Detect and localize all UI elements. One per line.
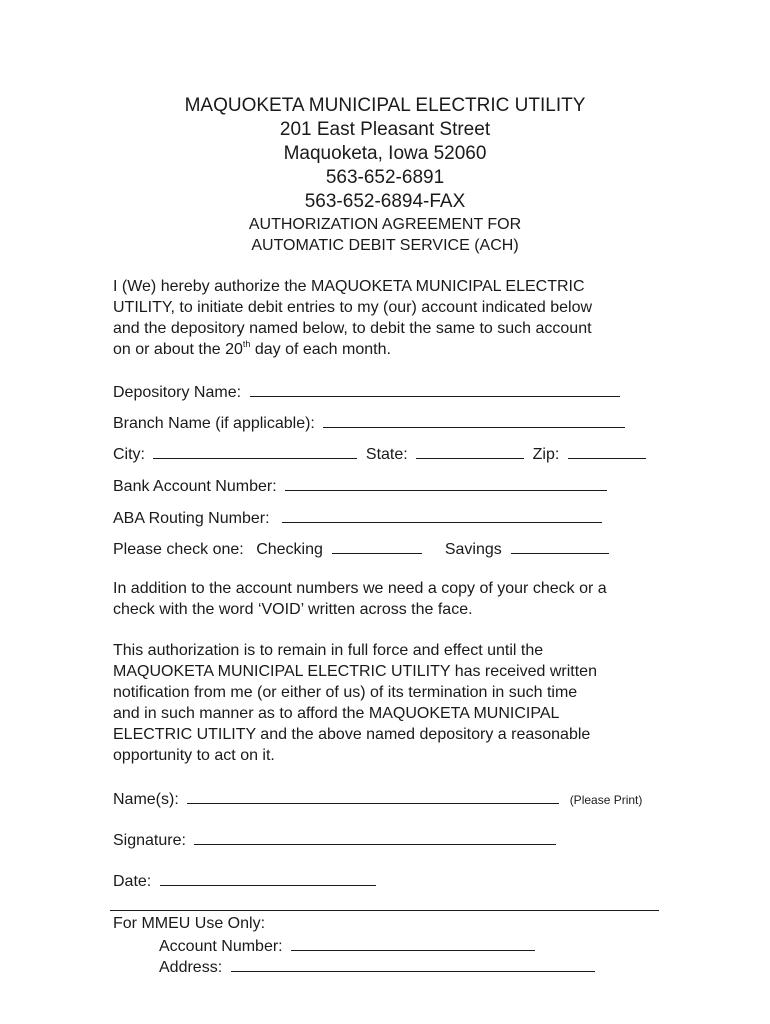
form-header [0, 93, 770, 256]
intro-line: I (We) hereby authorize the MAQUOKETA MUNICIPAL ELECTRIC [113, 278, 585, 295]
office-address-field[interactable] [231, 955, 595, 972]
terms-line: This authorization is to remain in full force and effect until the [113, 642, 544, 659]
city-field[interactable] [153, 442, 357, 459]
names-label: Name(s): [113, 791, 179, 808]
state-label: State: [365, 446, 408, 463]
branch-name-row [113, 411, 625, 434]
office-account-field[interactable] [291, 934, 535, 951]
names-row [113, 787, 642, 810]
aba-routing-field[interactable] [282, 506, 602, 523]
terms-line: and in such manner as to afford the MAQUOKETA MUNICIPAL [113, 705, 560, 722]
date-field[interactable] [160, 869, 376, 886]
office-account-row [159, 934, 535, 957]
terms-line: MAQUOKETA MUNICIPAL ELECTRIC UTILITY has received written [113, 663, 597, 680]
office-address-label: Address: [159, 959, 223, 976]
office-use-title: For MMEU Use Only: [113, 915, 266, 932]
signature-label: Signature: [113, 832, 186, 849]
zip-label: Zip: [532, 446, 560, 463]
intro-line-text: on or about the 20 [113, 341, 243, 358]
depository-name-row [113, 380, 620, 403]
state-field[interactable] [416, 442, 524, 459]
intro-line [113, 339, 673, 360]
city-state-zip: Maquoketa, Iowa 52060 [283, 143, 487, 164]
ordinal-suffix: th [242, 339, 251, 349]
aba-routing-label: ABA Routing Number: [113, 510, 270, 527]
names-field[interactable] [187, 787, 559, 804]
section-divider [110, 910, 659, 911]
fax-number: 563-652-6894-FAX [304, 191, 466, 212]
city-state-zip-row [113, 442, 646, 465]
terms-line: opportunity to act on it. [113, 747, 275, 764]
bank-account-row [113, 474, 607, 497]
depository-name-label: Depository Name: [113, 384, 242, 401]
form-title-line-1: AUTHORIZATION AGREEMENT FOR [248, 216, 522, 233]
branch-name-field[interactable] [323, 411, 625, 428]
account-type-row [113, 537, 609, 560]
date-row [113, 869, 376, 892]
terms-paragraph [113, 640, 673, 766]
office-account-label: Account Number: [159, 938, 283, 955]
savings-field[interactable] [511, 537, 609, 554]
form-title-line-2: AUTOMATIC DEBIT SERVICE (ACH) [251, 237, 519, 254]
date-label: Date: [113, 873, 152, 890]
intro-line-text: day of each month. [250, 341, 391, 358]
terms-line: ELECTRIC UTILITY and the above named depository a reasonable [113, 726, 591, 743]
utility-name: MAQUOKETA MUNICIPAL ELECTRIC UTILITY [184, 95, 586, 116]
bank-account-label: Bank Account Number: [113, 478, 277, 495]
signature-row [113, 828, 556, 851]
depository-name-field[interactable] [250, 380, 620, 397]
zip-field[interactable] [568, 442, 646, 459]
authorization-paragraph [113, 276, 673, 360]
bank-account-field[interactable] [285, 474, 607, 491]
intro-line: UTILITY, to initiate debit entries to my (our) account indicated below [113, 299, 593, 316]
city-label: City: [113, 446, 145, 463]
void-check-note [113, 578, 673, 620]
savings-label: Savings [444, 541, 502, 558]
aba-routing-row [113, 506, 602, 529]
signature-field[interactable] [194, 828, 556, 845]
void-note-line: check with the word ‘VOID’ written across the face. [113, 601, 473, 618]
check-one-label: Please check one: [113, 541, 244, 558]
please-print-note: (Please Print) [569, 793, 643, 807]
void-note-line: In addition to the account numbers we need a copy of your check or a [113, 580, 607, 597]
checking-field[interactable] [332, 537, 422, 554]
branch-name-label: Branch Name (if applicable): [113, 415, 315, 432]
terms-line: notification from me (or either of us) of its termination in such time [113, 684, 578, 701]
office-address-row [159, 955, 595, 978]
phone-number: 563-652-6891 [325, 167, 445, 188]
street-address: 201 East Pleasant Street [279, 119, 491, 140]
intro-line: and the depository named below, to debit the same to such account [113, 320, 592, 337]
checking-label: Checking [256, 541, 323, 558]
